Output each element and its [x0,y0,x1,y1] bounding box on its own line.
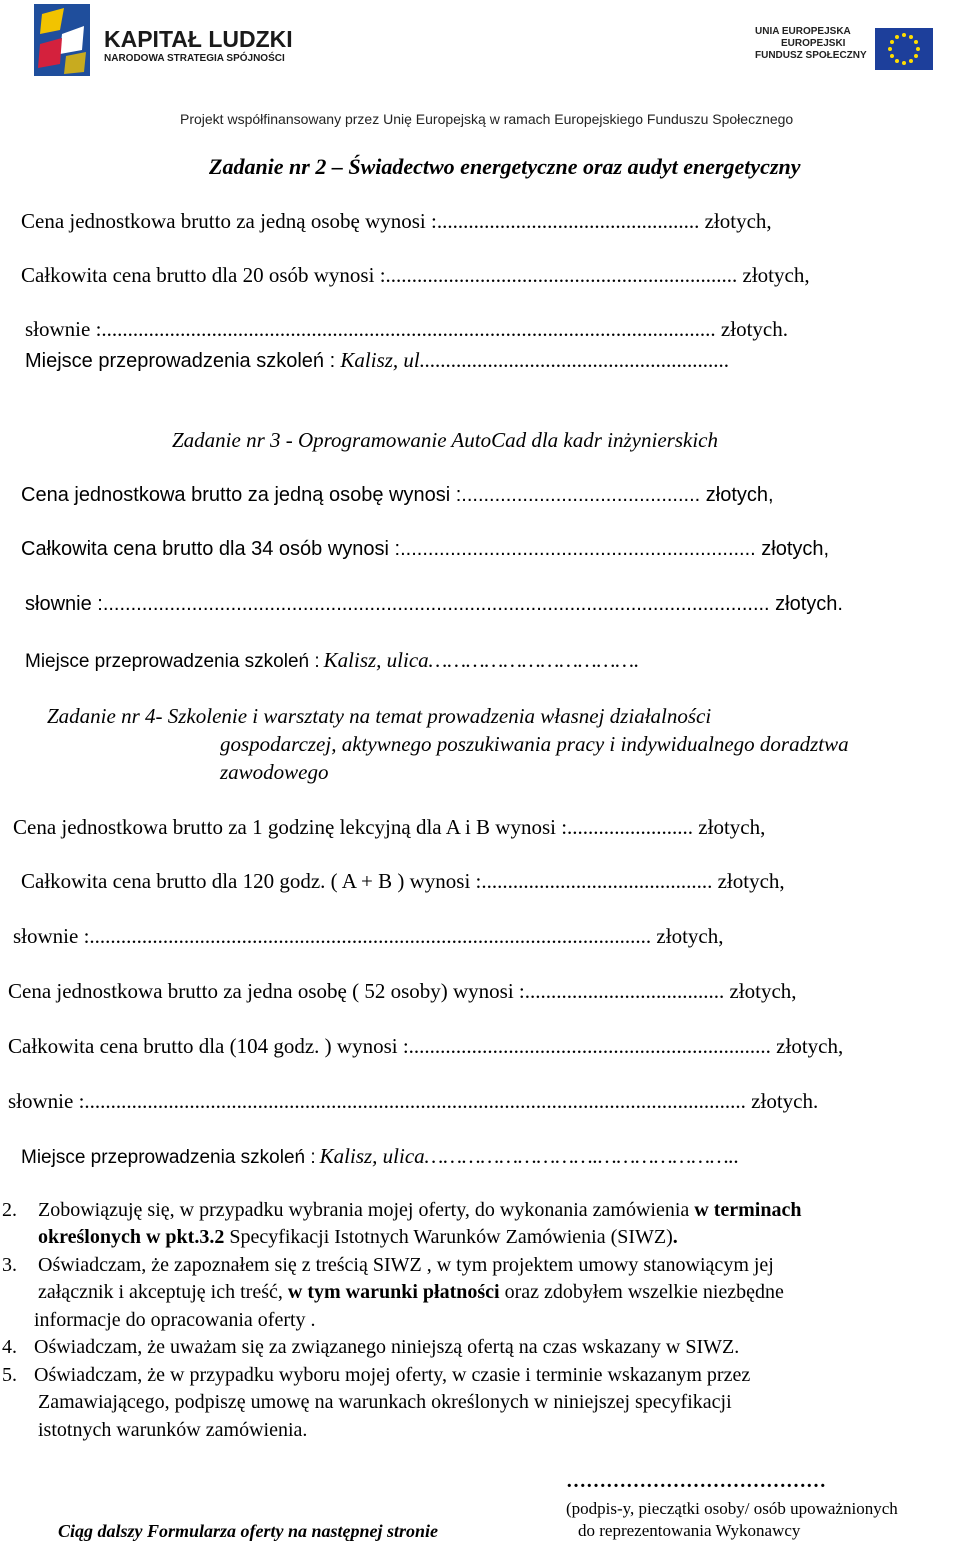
project-cofinancing-note: Projekt współfinansowany przez Unię Europejską w ramach Europejskiego Funduszu Społecznego [180,111,794,127]
eu-title: UNIA EUROPEJSKA [755,26,851,37]
eu-logo [755,26,935,72]
statement-4-number: 4. [2,1336,17,1358]
task2-place-value: Kalisz, ul........................................................... [340,348,730,372]
task2-unit-price: Cena jednostkowa brutto za jedną osobę wynosi :.................................................. złotych, [21,209,772,233]
kapital-ludzki-subtitle: NARODOWA STRATEGIA SPÓJNOŚCI [104,53,285,64]
task4-total-price-hours: Całkowita cena brutto dla 120 godz. ( A + B ) wynosi :............................................ złotych, [21,869,785,893]
eu-flag-icon [875,28,933,70]
task4-in-words-1: słownie :........................................................................................................... złotych, [13,924,724,948]
statement-2 [2,1199,952,1255]
task3-unit-price: Cena jednostkowa brutto za jedną osobę wynosi :........................................... złotych, [21,484,774,506]
statement-3-bold-payment: w tym warunki płatności [287,1281,500,1303]
signature-caption-line2: do reprezentowania Wykonawcy [578,1521,801,1540]
statement-5-line3: istotnych warunków zamówienia. [38,1419,308,1441]
statement-2-number: 2. [2,1199,17,1221]
task2-title: Zadanie nr 2 – Świadectwo energetyczne oraz audyt energetyczny [209,154,801,179]
task4-title-line3: zawodowego [220,760,329,784]
statement-3-line1: Oświadczam, że zapoznałem się z treścią SIWZ , w tym projektem umowy stanowiącym jej [38,1254,774,1276]
task4-unit-price-person: Cena jednostkowa brutto za jedna osobę ( 52 osoby) wynosi :...................................... złotych, [8,979,797,1003]
task3-place [25,648,639,673]
task2-in-words: słownie :..................................................................................................................... złotych. [25,317,788,341]
statement-4-line1: Oświadczam, że uważam się za związanego niniejszą ofertą na czas wskazany w SIWZ. [34,1336,740,1358]
statement-5 [2,1364,952,1448]
task3-place-value: Kalisz, ulica……………………………. [323,648,640,672]
task4-place-label: Miejsce przeprowadzenia szkoleń : [21,1147,316,1168]
statement-3-text: załącznik i akceptuję ich treść, [38,1281,288,1303]
task2-total-price: Całkowita cena brutto dla 20 osób wynosi :................................................................... złotych, [21,263,810,287]
statement-2-siwz: Specyfikacji Istotnych Warunków Zamówienia (SIWZ) [224,1226,673,1248]
statement-3-line2 [38,1281,784,1304]
kapital-ludzki-title: KAPITAŁ LUDZKI [104,26,293,52]
signature-dots: ………………………………… [566,1470,826,1492]
kapital-ludzki-logo [34,4,293,76]
statement-2-bold-terms: w terminach [694,1199,802,1221]
task3-place-label: Miejsce przeprowadzenia szkoleń : [25,651,320,672]
statement-4 [2,1336,952,1364]
task3-title: Zadanie nr 3 - Oprogramowanie AutoCad dla kadr inżynierskich [172,428,718,452]
kapital-ludzki-emblem-icon [34,4,90,76]
statement-3-text-end: oraz zdobyłem wszelkie niezbędne [499,1281,784,1303]
task3-total-price: Całkowita cena brutto dla 34 osób wynosi :................................................................ złotych, [21,538,830,560]
task4-total-price-104: Całkowita cena brutto dla (104 godz. ) wynosi :..................................................................... złotych, [8,1034,844,1058]
statement-2-line2 [38,1226,678,1249]
statement-5-line2: Zamawiającego, podpiszę umowę na warunkach określonych w niniejszej specyfikacji [38,1391,732,1413]
statement-2-line1 [38,1199,801,1222]
task4-place-value: Kalisz, ulica……………………….………………….. [319,1144,740,1168]
task3-in-words: słownie :........................................................................................................................ złotych. [25,593,843,615]
eu-line2: EUROPEJSKI [781,38,846,49]
statement-3-line3: informacje do opracowania oferty . [34,1309,316,1331]
eu-line3: FUNDUSZ SPOŁECZNY [755,50,867,61]
signature-caption-line1: (podpis-y, pieczątki osoby/ osób upoważnionych [566,1499,898,1518]
task4-unit-price-hour: Cena jednostkowa brutto za 1 godzinę lekcyjną dla A i B wynosi :........................ złotych, [13,815,766,839]
statement-2-bold-ref: określonych w pkt.3.2 [38,1226,225,1248]
task2-place-label: Miejsce przeprowadzenia szkoleń : [25,350,336,372]
statement-2-text: Zobowiązuję się, w przypadku wybrania mojej oferty, do wykonania zamówienia [38,1199,695,1221]
statement-2-period: . [672,1226,678,1248]
continuation-note: Ciąg dalszy Formularza oferty na następnej stronie [58,1521,439,1541]
statement-5-number: 5. [2,1364,17,1386]
statement-5-line1: Oświadczam, że w przypadku wyboru mojej oferty, w czasie i terminie wskazanym przez [34,1364,751,1386]
task4-in-words-2: słownie :.............................................................................................................................. złotych. [8,1089,819,1113]
task2-place [25,348,730,373]
task4-title-line2: gospodarczej, aktywnego poszukiwania pracy i indywidualnego doradztwa [220,732,849,756]
statement-3 [2,1254,952,1338]
statement-3-number: 3. [2,1254,17,1276]
task4-title-line1: Zadanie nr 4- Szkolenie i warsztaty na temat prowadzenia własnej działalności [47,704,712,728]
task4-place [21,1144,739,1169]
